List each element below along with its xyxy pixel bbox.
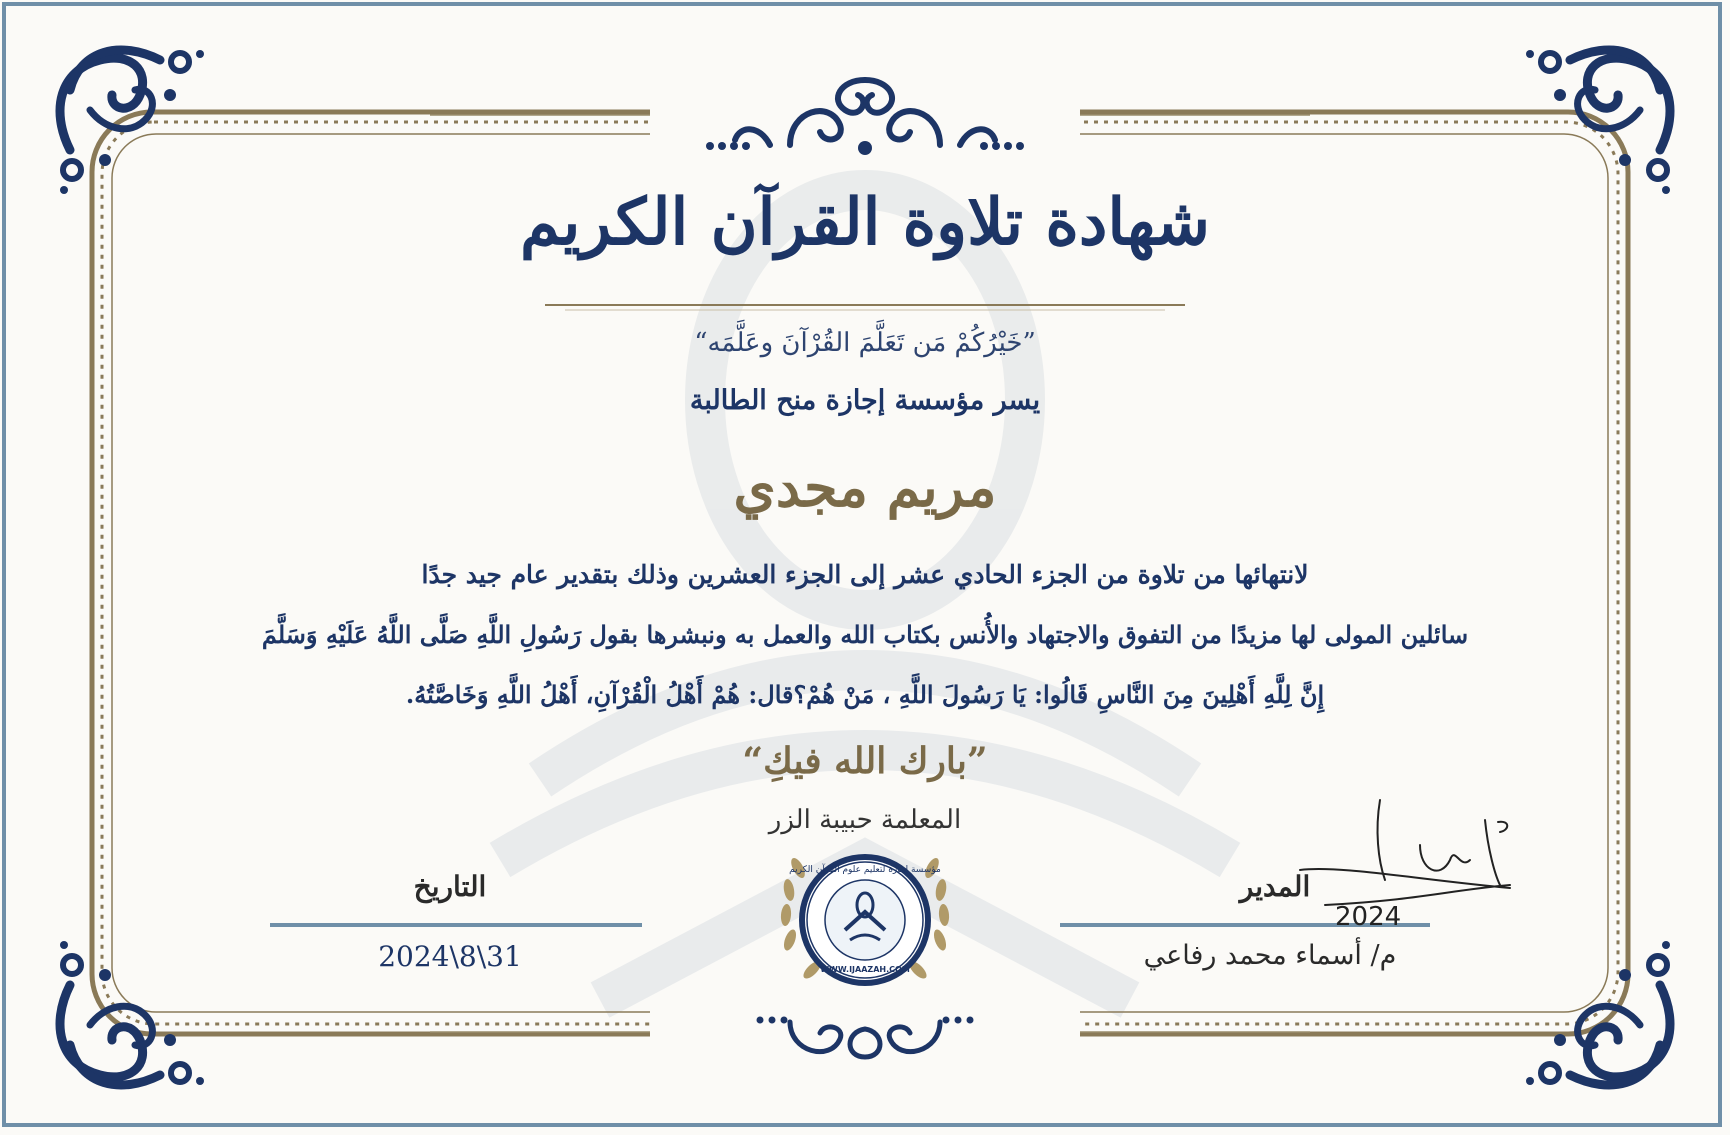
teacher-name: المعلمة حبيبة الزر [768,805,962,835]
corner-ornament-bottom-left [60,941,204,1085]
student-name: مريم مجدي [733,455,997,519]
intro-text: يسر مؤسسة إجازة منح الطالبة [689,385,1041,416]
director-signature [1300,800,1510,932]
corner-ornament-bottom-right [1526,941,1670,1085]
seal-ring-text: مؤسسة إجازة لتعليم علوم القرآن الكريم [789,865,941,875]
institution-seal [780,854,950,986]
director-name: م/ أسماء محمد رفاعي [1143,940,1397,971]
certificate-title: شهادة تلاوة القرآن الكريم [519,185,1211,260]
hadith-quote: ”خَيْرُكُمْ مَن تَعَلَّمَ القُرْآنَ وعَلَّمَه“ [694,328,1036,358]
blessing-text: ”بارك الله فيكِ“ [742,740,988,782]
bottom-ornament-gap [650,1000,1080,1045]
director-label: المدير [1239,870,1311,903]
title-divider [545,305,1185,310]
signature-year: 2024 [1335,902,1402,932]
body-line-1: لانتهائها من تلاوة من الجزء الحادي عشر إلى الجزء العشرين وذلك بتقدير عام جيد جدًا [421,560,1309,589]
date-label: التاريخ [413,870,487,903]
date-value: 2024\8\31 [378,940,522,973]
seal-url: WWW.IJAAZAH.COM [820,965,910,974]
corner-ornament-top-left [60,50,204,194]
body-line-3: إِنَّ لِلَّهِ أَهْلِينَ مِنَ النَّاسِ قَالُوا: يَا رَسُولَ اللَّهِ ، مَنْ هُمْ؟قال: هُمْ أَهْلُ الْقُرْآنِ، أَهْلُ اللَّهِ وَخَاصَّتُهُ. [405,680,1325,709]
body-line-2: سائلين المولى لها مزيدًا من التفوق والاجتهاد والأُنس بكتاب الله والعمل به ونبشرها بقول رَسُولِ اللَّهِ صَلَّى اللَّهُ عَلَيْهِ وَسَلَّمَ [261,620,1469,649]
